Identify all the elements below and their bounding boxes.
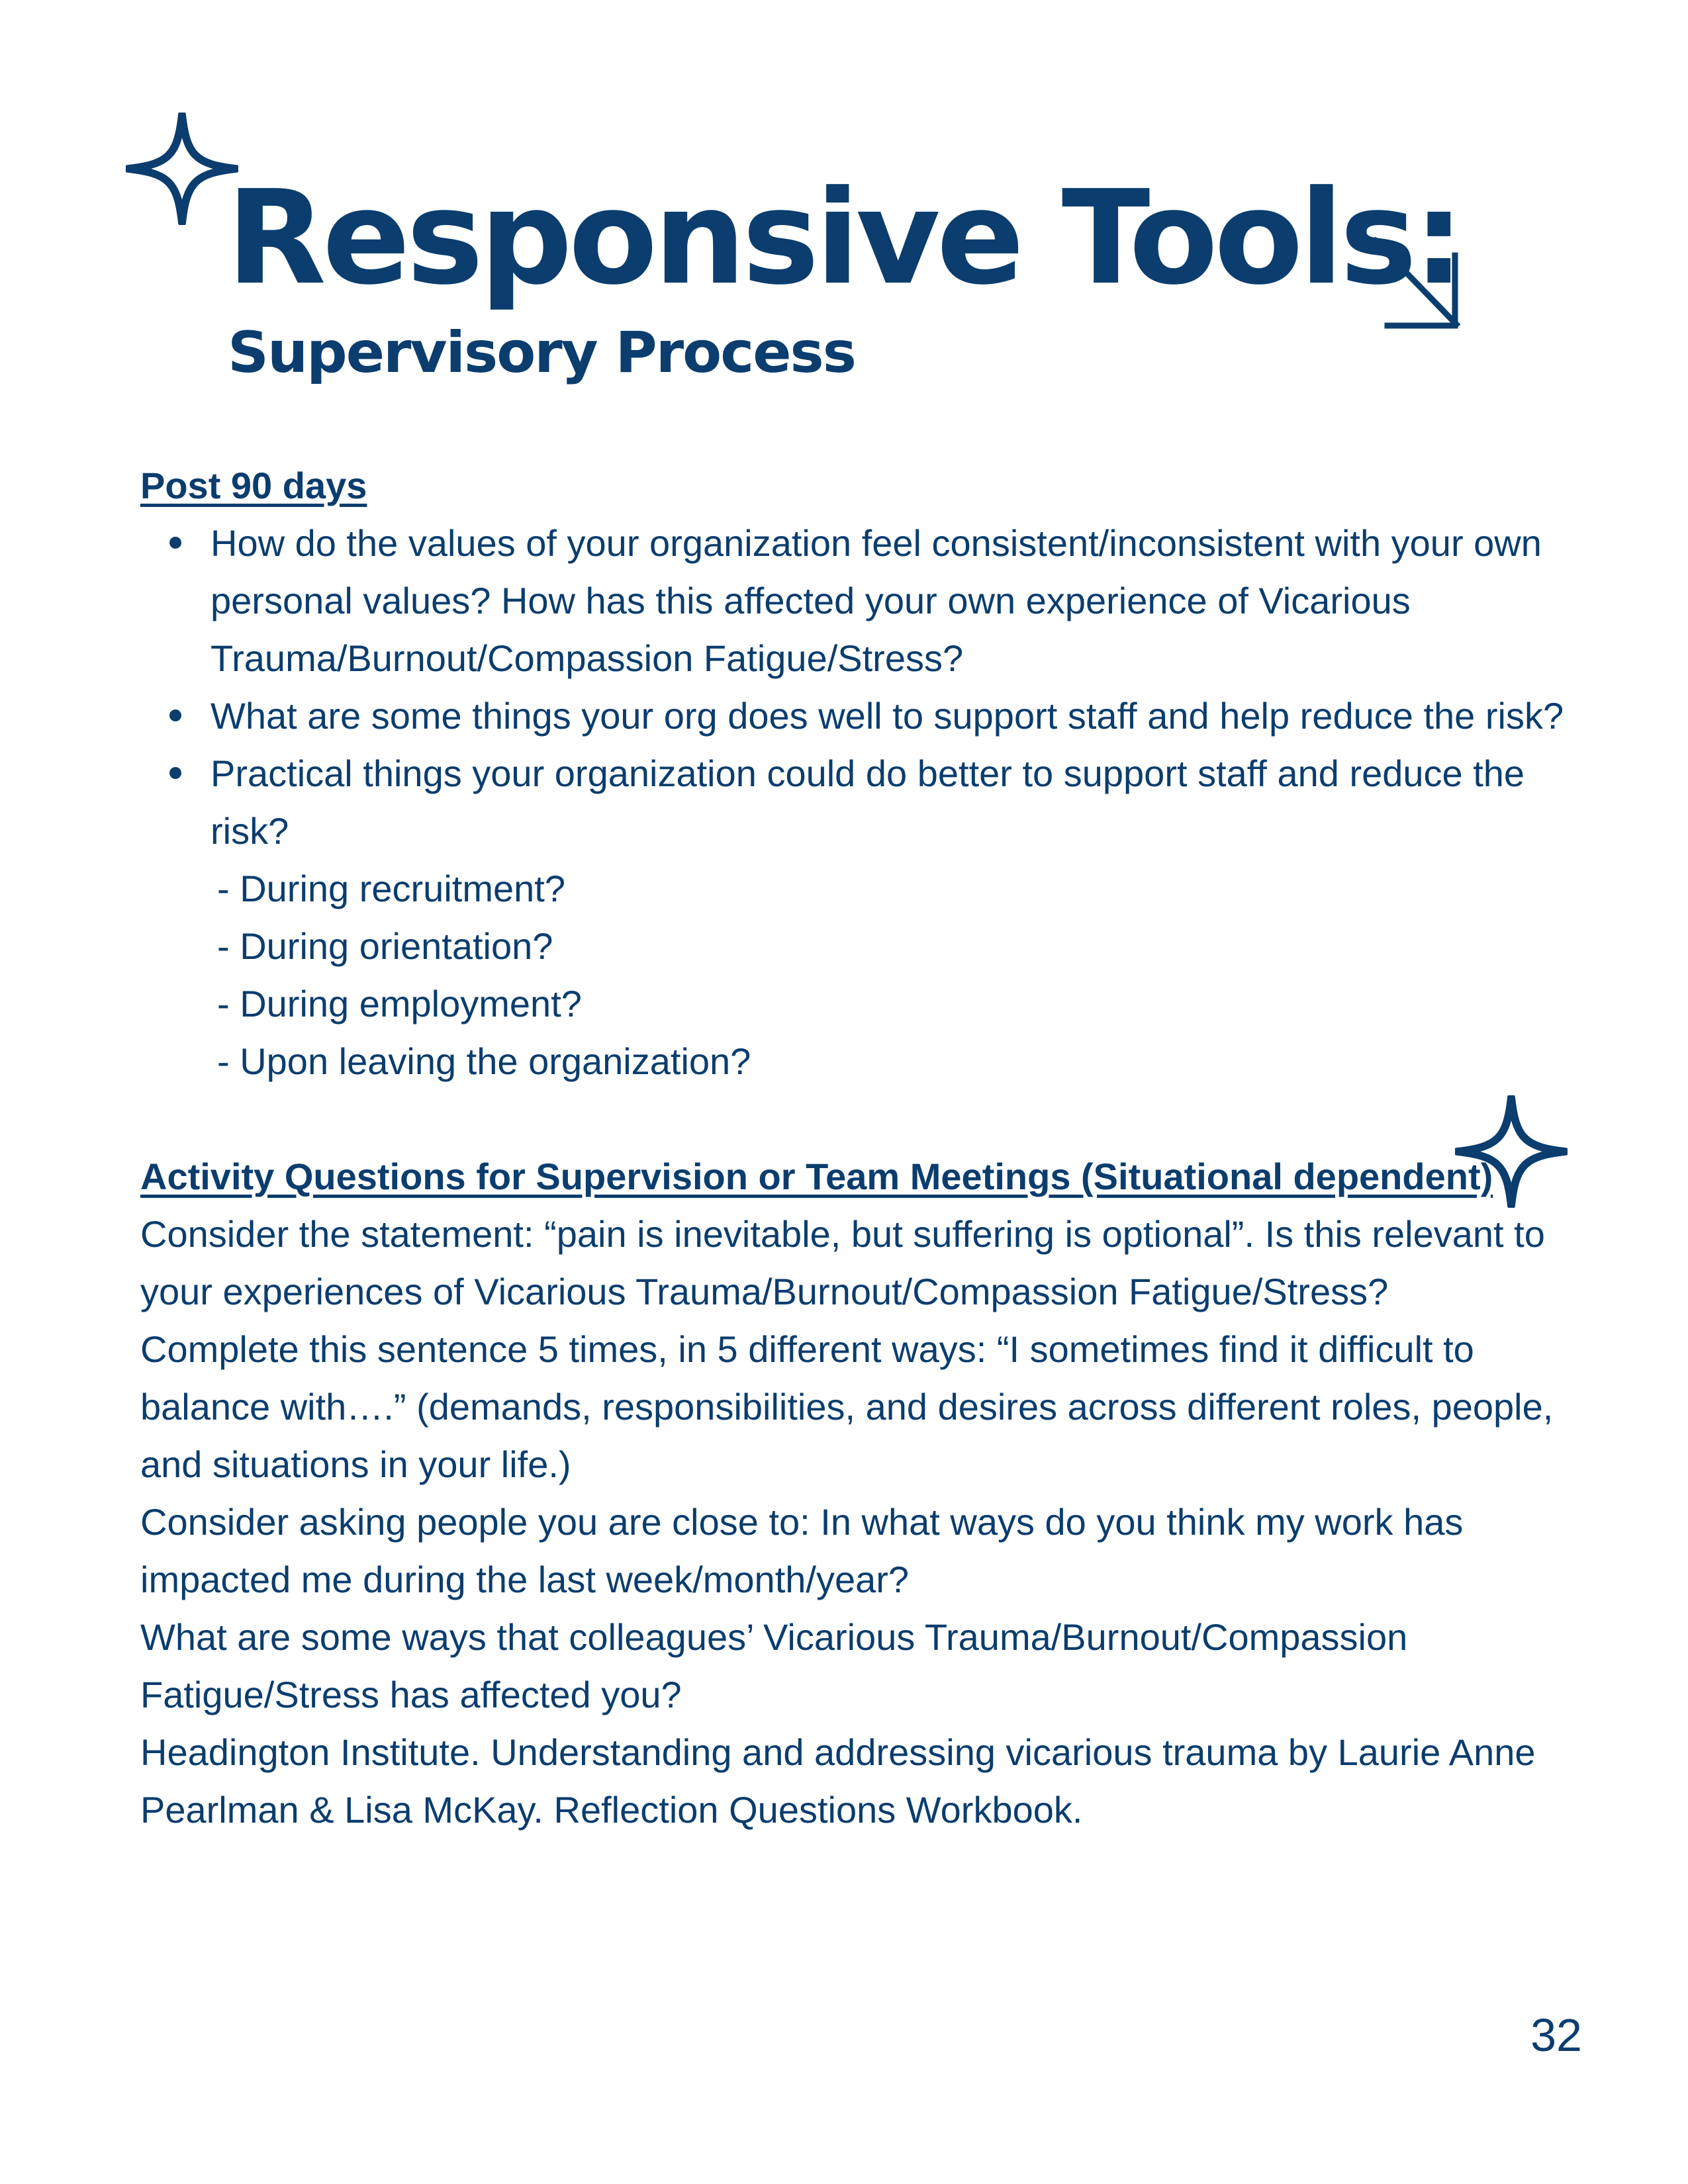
list-item: What are some things your org does well to support staff and help reduce the risk? [140,687,1570,745]
main-content [140,457,1570,1839]
section-heading-post-90-days: Post 90 days [140,465,367,506]
arrow-down-right-icon [1369,234,1464,332]
paragraph: Complete this sentence 5 times, in 5 different ways: “I sometimes find it difficult to balance with….” (demands, responsibilities, and desires across different roles, people, and situations in your life.) [140,1328,1554,1485]
list-item: Practical things your organization could do better to support staff and reduce the risk? [140,745,1570,860]
sub-item: - During recruitment? [217,868,565,909]
reference-citation: Headington Institute. Understanding and addressing vicarious trauma by Laurie Anne Pearlman & Lisa McKay. Reflection Questions Workbook. [140,1731,1536,1831]
page-title: Responsive Tools: [226,163,1461,314]
sub-item: - During orientation? [217,925,553,967]
sub-item: - During employment? [217,983,582,1024]
question-list [140,514,1570,860]
page-number: 32 [1530,2009,1582,2061]
list-item: How do the values of your organization feel consistent/inconsistent with your own personal values? How has this affected your own experience of Vicarious Trauma/Burnout/Compassion Fatigue/Stress? [140,514,1570,687]
paragraph: Consider asking people you are close to: In what ways do you think my work has impacted me during the last week/month/year? [140,1501,1464,1600]
sparkle-icon [1455,1095,1568,1208]
section-spacer [140,1090,1570,1148]
page-subtitle: Supervisory Process [228,320,855,386]
section-heading-activity-questions: Activity Questions for Supervision or Team Meetings (Situational dependent) [140,1156,1493,1197]
paragraph: What are some ways that colleagues’ Vicarious Trauma/Burnout/Compassion Fatigue/Stress has affected you? [140,1616,1408,1715]
sparkle-icon [126,113,238,225]
paragraph: Consider the statement: “pain is inevitable, but suffering is optional”. Is this relevant to your experiences of Vicarious Trauma/Burnout/Compassion Fatigue/Stress? [140,1213,1545,1312]
sub-item: - Upon leaving the organization? [217,1040,751,1082]
